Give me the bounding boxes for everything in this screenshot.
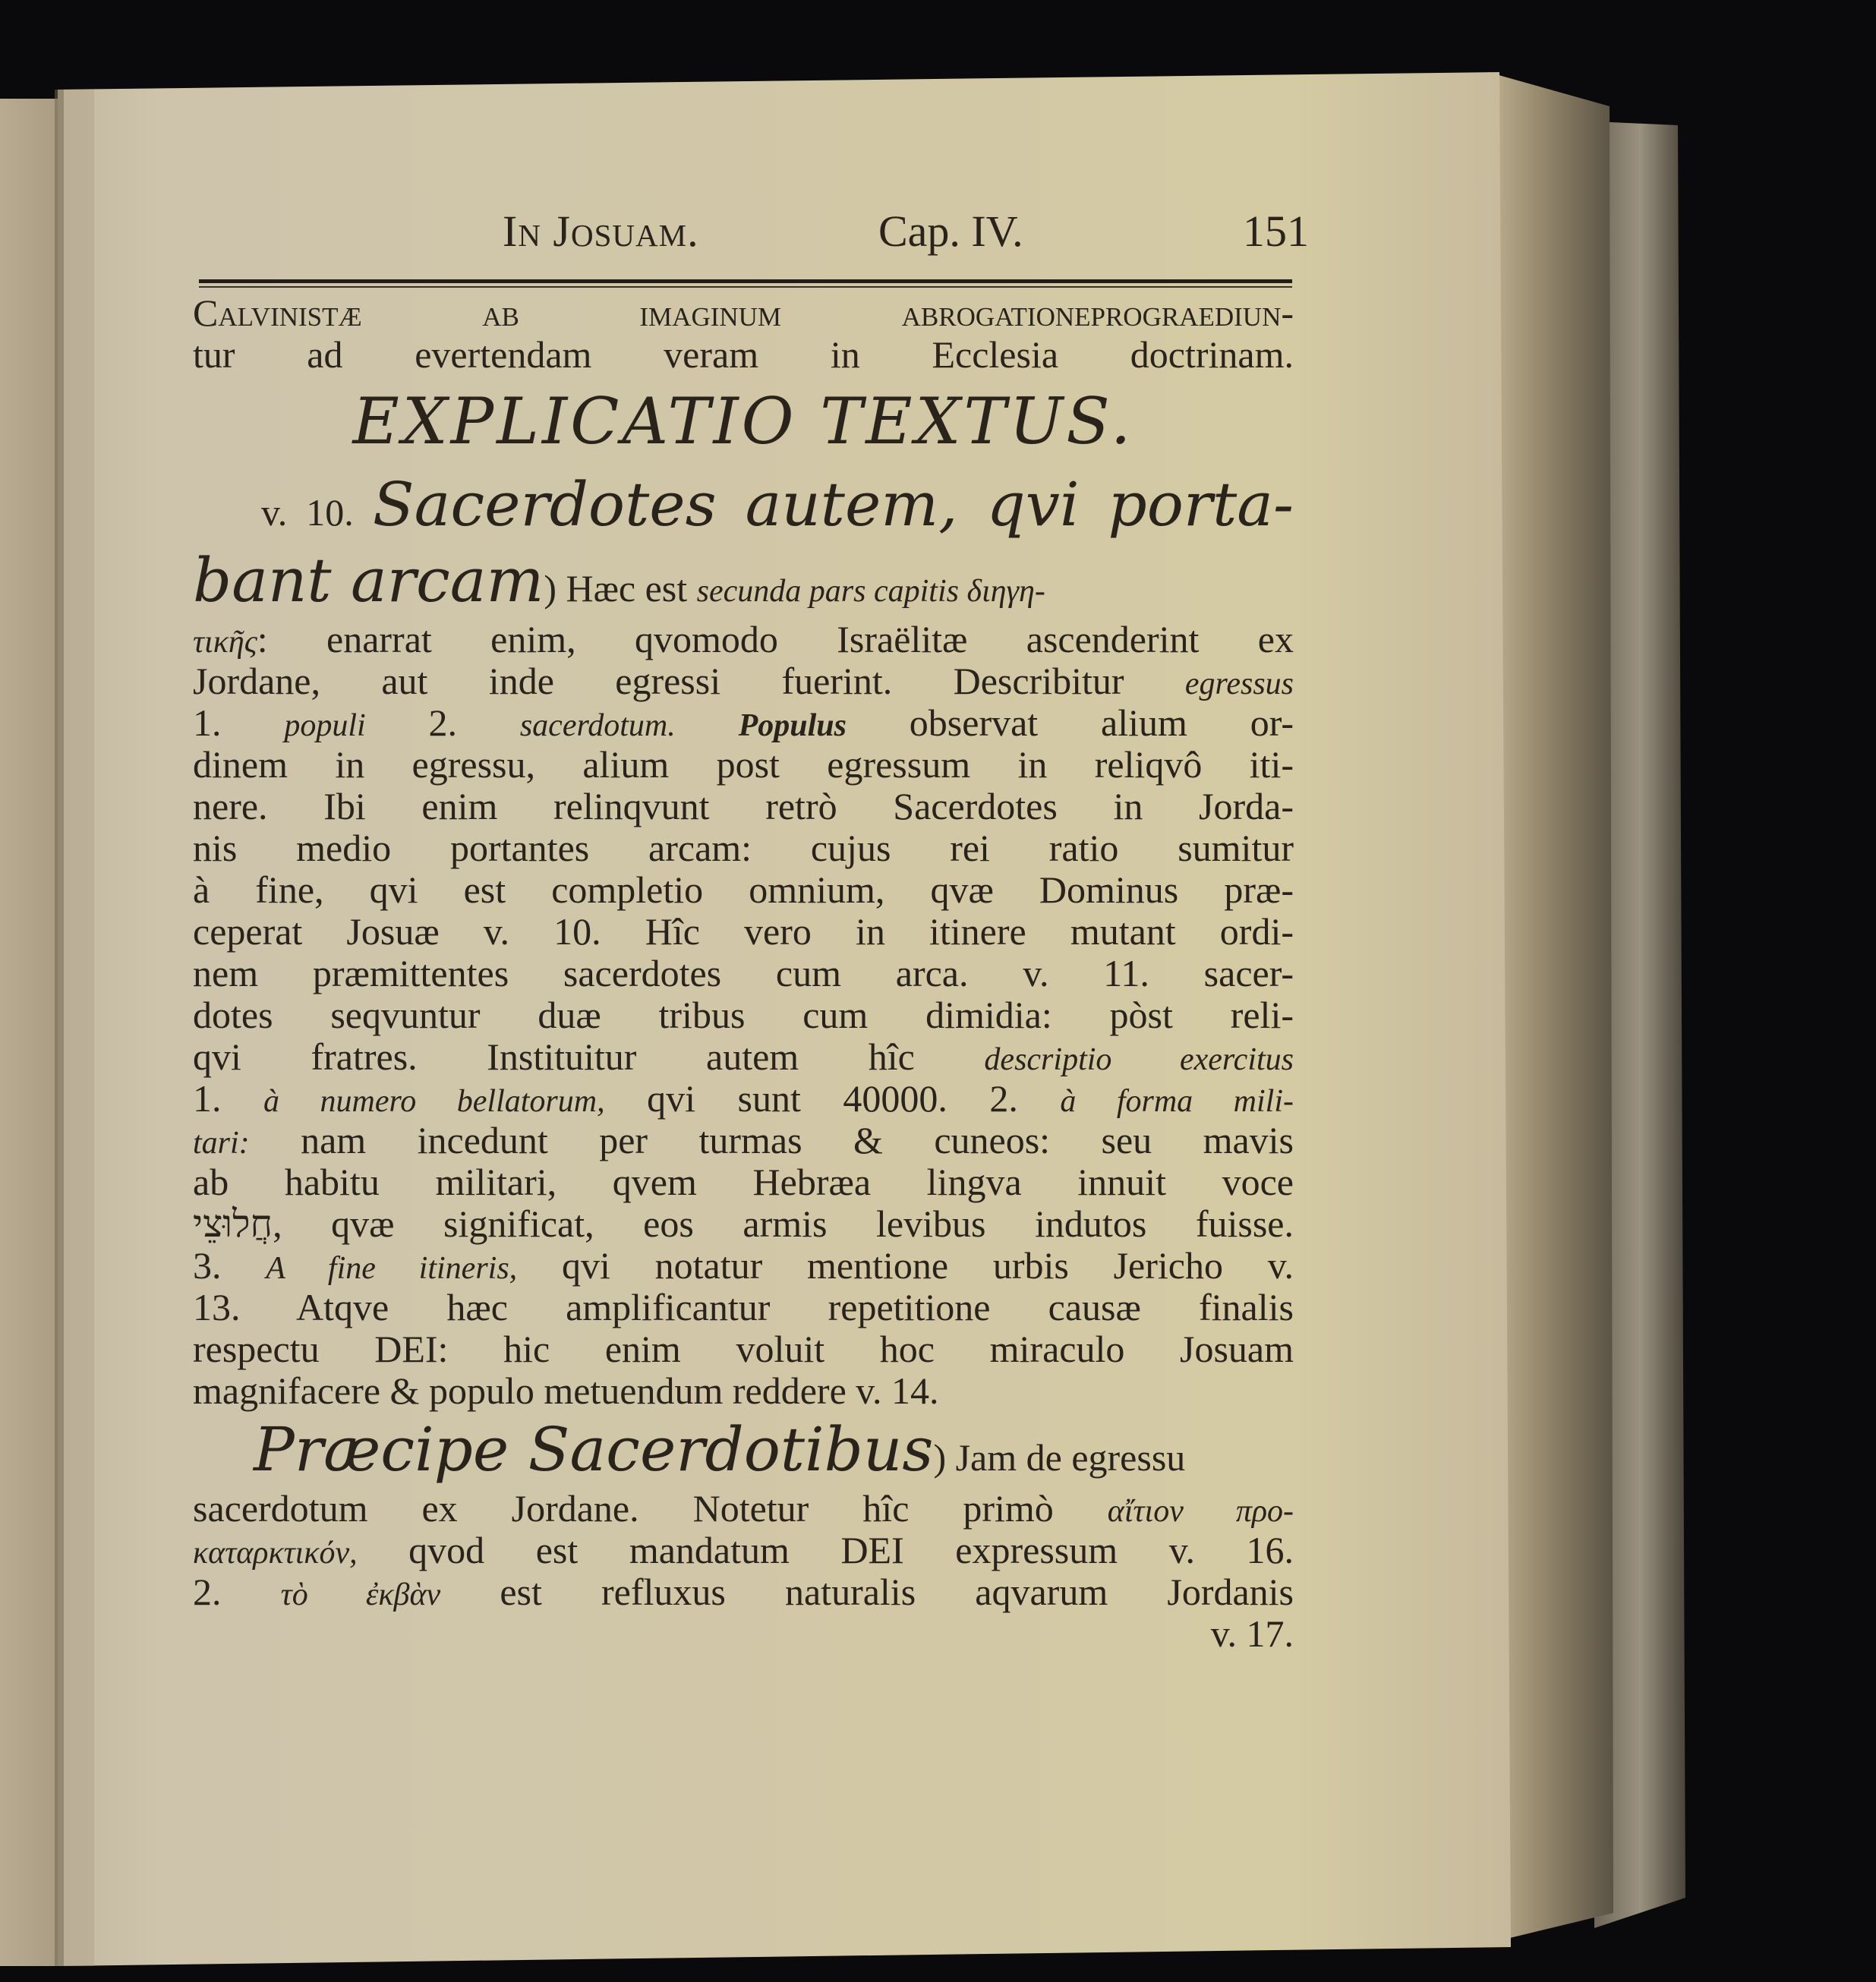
text-span: 2. <box>428 701 457 744</box>
text-line: nem præmittentes sacerdotes cum arca. v. 11. sacer- <box>193 952 1294 994</box>
italic-span: Populus <box>738 708 847 743</box>
text-line: à fine, qvi est completio omnium, qvæ Dominus præ- <box>193 868 1294 911</box>
page-number: 151 <box>1243 206 1309 256</box>
text-span: 1. <box>193 701 222 744</box>
text-span: nam incedunt per turmas & cuneos: seu mavis <box>301 1119 1294 1161</box>
text-span: qvi fratres. Instituitur autem hîc <box>193 1035 915 1078</box>
text-line <box>193 1571 1294 1613</box>
header-rule-thin <box>199 286 1292 288</box>
lemma-italic: Sacerdotes autem, qvi porta- <box>372 469 1294 540</box>
text-span: : enarrat enim, qvomodo Israëlitæ ascenderint ex <box>257 618 1294 660</box>
text-line <box>193 1488 1294 1530</box>
text-line <box>193 1530 1294 1571</box>
italic-span: à forma mili- <box>1060 1084 1294 1119</box>
text-line: dinem in egressu, alium post egressum in reliqvô iti- <box>193 743 1294 786</box>
text-line: ceperat Josuæ v. 10. Hîc vero in itinere mutant ordi- <box>193 910 1294 953</box>
text-line: tur ad evertendam veram in Ecclesia doctrinam. <box>193 333 1294 376</box>
text-span: 1. <box>193 1077 222 1120</box>
text-line <box>193 702 1294 744</box>
greek-word: τὸ ἐκβὰν <box>280 1577 441 1612</box>
text-line: 13. Atqve hæc amplificantur repetitione causæ finalis <box>193 1286 1294 1328</box>
text-line <box>193 619 1294 660</box>
text-line <box>193 1203 1294 1245</box>
text-span: qvod est mandatum DEI expressum v. 16. <box>408 1529 1294 1571</box>
text-line: dotes seqvuntur duæ tribus cum dimidia: pòst reli- <box>193 994 1294 1036</box>
lemma-italic: bant arcam <box>193 545 544 616</box>
text-line <box>193 660 1294 702</box>
catchword: v. 17. <box>1210 1612 1294 1655</box>
text-line <box>193 467 1294 543</box>
text-span: qvi sunt 40000. 2. <box>647 1077 1018 1120</box>
body-text <box>193 292 1294 1655</box>
text-span: est refluxus naturalis aqvarum Jordanis <box>500 1571 1294 1613</box>
italic-span: secunda pars capitis διηγη- <box>696 574 1045 609</box>
text-span: 3. <box>193 1244 222 1287</box>
italic-span: A fine itineris, <box>266 1251 518 1286</box>
section-heading: EXPLICATIO TEXTUS. <box>352 384 1134 458</box>
greek-word: καταρκτικόν, <box>193 1536 358 1571</box>
text-line: respectu DEI: hic enim voluit hoc miraculo Josuam <box>193 1328 1294 1370</box>
text-line <box>193 1412 1294 1488</box>
verse-reference: v. 10. <box>261 491 354 534</box>
running-head <box>184 190 1368 273</box>
hebrew-word: חֲלוּצֵי <box>193 1202 273 1245</box>
italic-span: descriptio exercitus <box>984 1042 1294 1077</box>
text-span: 2. <box>193 1571 222 1613</box>
text-line: ab habitu militari, qvem Hebræa lingva innuit voce <box>193 1161 1294 1203</box>
text-line <box>193 1036 1294 1078</box>
greek-word: αἴτιον προ- <box>1107 1494 1294 1529</box>
header-rule <box>199 279 1292 283</box>
text-line <box>193 1120 1294 1161</box>
left-page <box>0 99 62 1966</box>
text-span: , qvæ significat, eos armis levibus indutos fuisse. <box>273 1202 1294 1245</box>
italic-span: egressus <box>1184 666 1294 701</box>
text-line <box>193 1078 1294 1120</box>
text-span: ) Jam de egressu <box>933 1436 1186 1479</box>
text-line <box>193 543 1294 619</box>
text-line: magnifacere & populo metuendum reddere v. 14. <box>193 1369 939 1412</box>
running-head-title: In Josuam. <box>503 206 699 256</box>
text-line: nere. Ibi enim relinqvunt retrò Sacerdotes in Jorda- <box>193 785 1294 827</box>
running-head-chapter: Cap. IV. <box>878 206 1023 256</box>
text-span: ) Hæc est <box>544 567 688 610</box>
text-span: Jordane, aut inde egressi fuerint. Describitur <box>193 660 1124 702</box>
italic-span: sacerdotum. <box>519 708 676 743</box>
text-line: nis medio portantes arcam: cujus rei ratio sumitur <box>193 827 1294 869</box>
text-line <box>193 1245 1294 1287</box>
lemma-italic: Præcipe Sacerdotibus <box>254 1414 934 1485</box>
text-line: Calvinistæ ab imaginum abrogationeprograediun- <box>193 291 1294 334</box>
text-span: observat alium or- <box>909 701 1294 744</box>
text-span: sacerdotum ex Jordane. Notetur hîc primò <box>193 1487 1054 1530</box>
text-span: qvi notatur mentione urbis Jericho v. <box>561 1244 1294 1287</box>
italic-span: à numero bellatorum, <box>263 1084 605 1119</box>
italic-span: tari: <box>193 1126 250 1161</box>
greek-word: τικῆς <box>193 625 257 660</box>
italic-span: populi <box>284 708 366 743</box>
